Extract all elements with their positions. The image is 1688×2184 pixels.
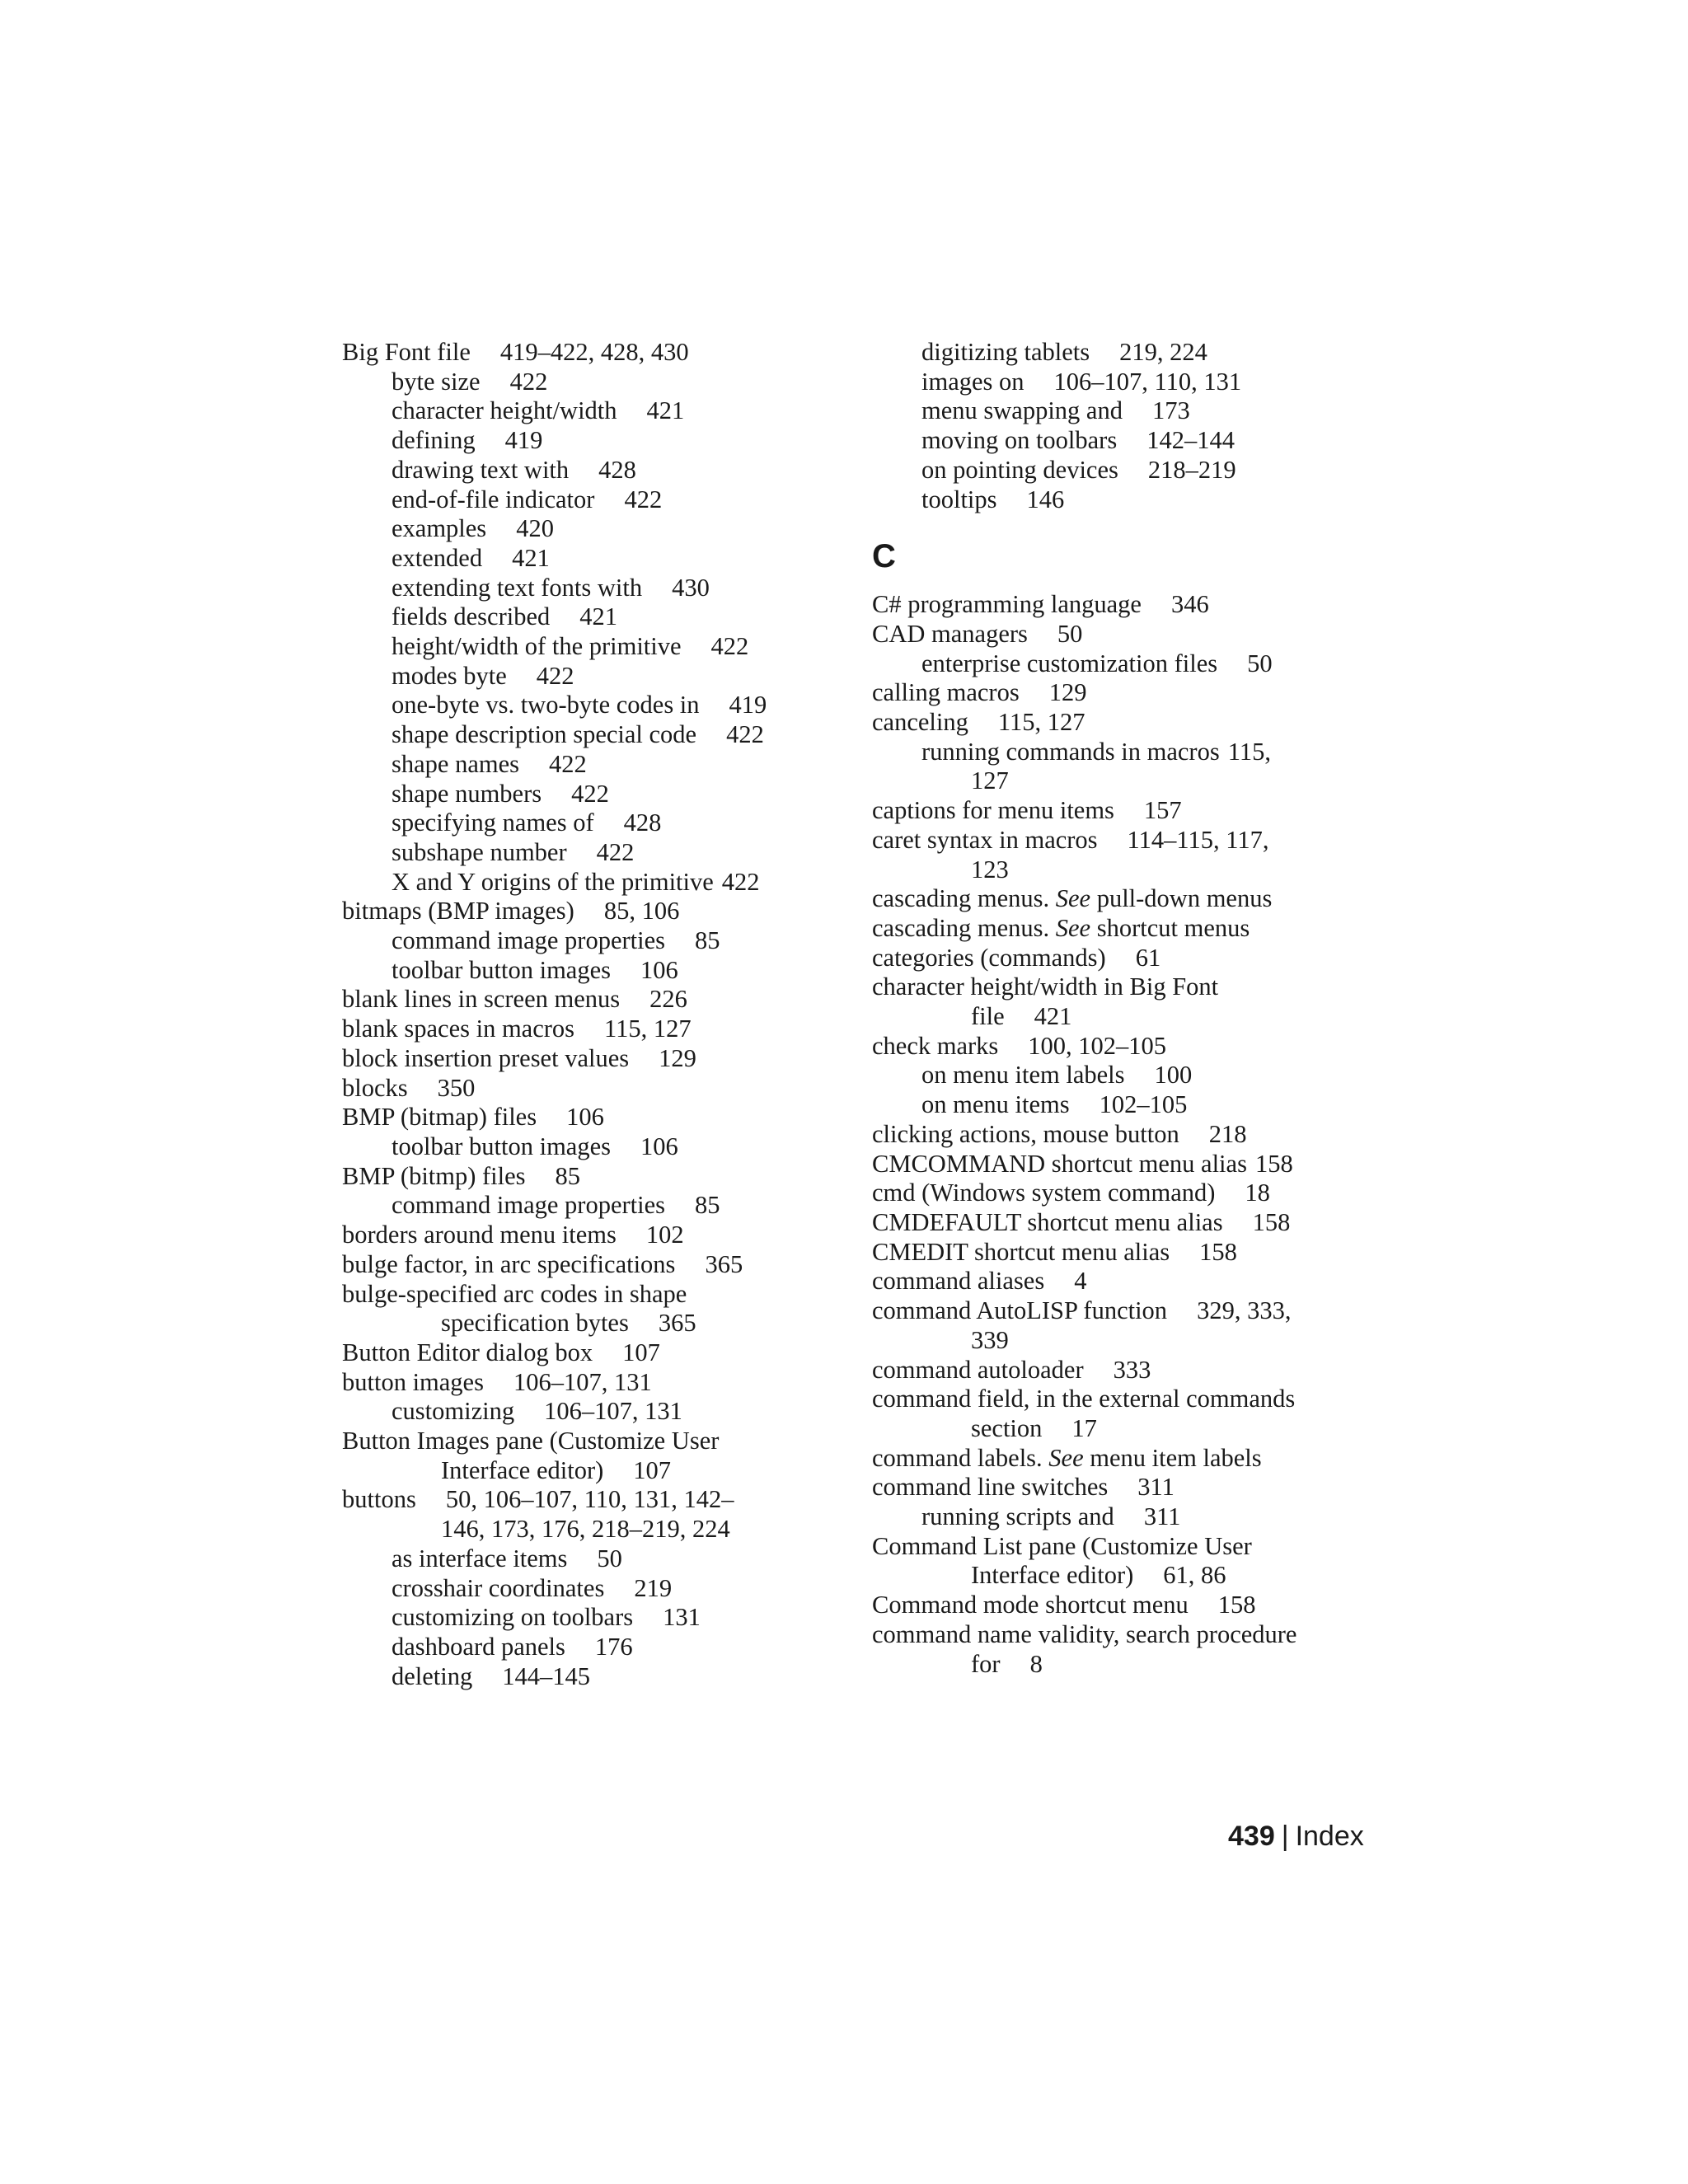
index-term: bulge-specified arc codes in shape (342, 1279, 687, 1308)
index-entry (342, 985, 853, 1015)
index-term: captions for menu items (872, 796, 1114, 825)
index-term: defining (392, 426, 476, 455)
index-term: Interface editor) (971, 1561, 1134, 1590)
index-term: toolbar button images (392, 1132, 611, 1160)
index-column-left (342, 338, 853, 1691)
index-term: on pointing devices (921, 455, 1118, 484)
index-entry (872, 620, 1383, 649)
page-references: 50 (597, 1544, 622, 1572)
page-references: 311 (1137, 1473, 1175, 1502)
index-term: 127 (971, 766, 1009, 795)
index-entry (342, 1485, 853, 1515)
page-references: 422 (549, 749, 587, 778)
page-references: 85 (695, 1191, 720, 1220)
index-term: 146, 173, 176, 218–219, 224 (441, 1515, 730, 1544)
index-entry (872, 1561, 1383, 1591)
index-term: specifying names of (392, 808, 594, 837)
page-references: 219 (634, 1573, 673, 1602)
index-entry (872, 1444, 1383, 1474)
index-entry (342, 632, 853, 662)
page-references: 158 (1252, 1207, 1291, 1236)
index-term: cascading menus. (872, 884, 1050, 913)
index-term: menu swapping and (921, 396, 1123, 425)
page-references: 422 (509, 367, 548, 396)
index-entry (872, 972, 1383, 1002)
index-entry (342, 956, 853, 986)
index-entry (342, 1456, 853, 1486)
page-references: 18 (1245, 1179, 1270, 1207)
index-term: extended (392, 543, 483, 572)
index-term: CMDEFAULT shortcut menu alias (872, 1207, 1223, 1236)
index-term: dashboard panels (392, 1632, 565, 1661)
index-term: command name validity, search procedure (872, 1619, 1297, 1648)
page-references: 102–105 (1099, 1090, 1188, 1119)
page-references: 430 (672, 573, 710, 602)
index-term: fields described (392, 602, 551, 631)
page-references: 107 (622, 1338, 660, 1366)
index-term: running scripts and (921, 1502, 1114, 1531)
index-term: character height/width in Big Font (872, 972, 1219, 1001)
page-references: 420 (516, 514, 554, 543)
index-entry (872, 649, 1383, 679)
page-number: 439 (1228, 1821, 1275, 1852)
index-term: toolbar button images (392, 955, 611, 984)
index-term: BMP (bitmap) files (342, 1103, 537, 1132)
page-references: 421 (512, 543, 550, 572)
index-entry (342, 1368, 853, 1398)
index-entry (872, 1267, 1383, 1296)
index-term: byte size (392, 367, 481, 396)
index-entry (872, 1650, 1383, 1680)
index-entry (342, 1221, 853, 1250)
page-references: 428 (598, 455, 636, 484)
index-term: command labels. (872, 1443, 1043, 1472)
page-references: 158 (1217, 1591, 1256, 1619)
index-term: CMCOMMAND shortcut menu alias (872, 1149, 1247, 1178)
index-term: for (971, 1649, 1001, 1678)
index-term: enterprise customization files (921, 649, 1218, 677)
page-references: 107 (633, 1455, 672, 1484)
page-references: 106–107, 131 (513, 1367, 652, 1396)
page-references: 106–107, 131 (544, 1397, 682, 1426)
index-entry (342, 396, 853, 426)
page-references: 106 (640, 1132, 678, 1160)
page-references: 115, (1227, 737, 1271, 766)
index-entry (872, 338, 1383, 368)
index-entry (872, 368, 1383, 397)
index-term: moving on toolbars (921, 426, 1118, 455)
index-entry (872, 884, 1383, 914)
index-entry (342, 544, 853, 574)
index-entry (872, 1356, 1383, 1385)
index-entry (342, 485, 853, 515)
page-references: 158 (1254, 1149, 1293, 1178)
index-column-right (872, 338, 1383, 1679)
page-references: 8 (1029, 1649, 1043, 1678)
index-term: command aliases (872, 1267, 1045, 1296)
index-entry (872, 914, 1383, 944)
index-entry (342, 602, 853, 632)
index-entry (872, 944, 1383, 973)
see-reference-label: See (1055, 913, 1091, 942)
index-entry (342, 368, 853, 397)
index-entry (342, 1162, 853, 1192)
page-references: 346 (1170, 590, 1209, 619)
page-references: 106 (566, 1103, 604, 1132)
index-entry (342, 808, 853, 838)
page-references: 85 (555, 1161, 581, 1190)
index-entry (872, 1414, 1383, 1444)
index-term: button images (342, 1367, 484, 1396)
page-references: 102 (645, 1221, 684, 1249)
index-entry (342, 1191, 853, 1221)
page-references: 61, 86 (1163, 1561, 1226, 1590)
index-entry (342, 1015, 853, 1044)
index-entry (342, 338, 853, 368)
index-entry (872, 1238, 1383, 1268)
index-term: blank spaces in macros (342, 1015, 575, 1043)
page-references: 129 (1048, 678, 1087, 707)
page-references: 176 (594, 1632, 633, 1661)
footer-separator: | (1281, 1821, 1289, 1852)
index-term: command AutoLISP function (872, 1296, 1168, 1325)
index-term: tooltips (921, 485, 997, 513)
page-references: 115, 127 (997, 708, 1085, 737)
index-entry (872, 396, 1383, 426)
index-entry (872, 1150, 1383, 1179)
index-group-c (872, 590, 1383, 1679)
see-reference-target: menu item labels (1090, 1443, 1262, 1472)
page-references: 85 (695, 926, 720, 955)
see-reference-target: shortcut menus (1096, 913, 1250, 942)
page-references: 129 (659, 1043, 696, 1072)
page-references: 419–422, 428, 430 (499, 338, 689, 366)
index-entry (872, 796, 1383, 826)
page-references: 311 (1143, 1502, 1181, 1531)
index-term: buttons (342, 1485, 416, 1514)
index-term: specification bytes (441, 1309, 629, 1338)
index-entry (342, 780, 853, 809)
index-entry (872, 1532, 1383, 1562)
index-term: customizing (392, 1397, 515, 1426)
index-entry (872, 1061, 1383, 1090)
index-term: running commands in macros (921, 737, 1220, 766)
index-term: one-byte vs. two-byte codes in (392, 691, 700, 719)
index-term: CMEDIT shortcut menu alias (872, 1237, 1170, 1266)
index-entry (342, 514, 853, 544)
index-term: deleting (392, 1661, 473, 1690)
index-term: customizing on toolbars (392, 1603, 634, 1632)
index-entry (872, 738, 1383, 767)
page-references: 422 (721, 867, 760, 896)
index-entry (342, 1544, 853, 1574)
page-references: 422 (726, 720, 764, 749)
index-term: CAD managers (872, 619, 1028, 648)
index-term: Command List pane (Customize User (872, 1531, 1252, 1560)
page-references: 419 (729, 691, 767, 719)
index-term: cmd (Windows system command) (872, 1179, 1216, 1207)
page-references: 61 (1135, 943, 1161, 972)
index-entry (872, 485, 1383, 515)
index-entry (872, 1179, 1383, 1208)
index-entry (872, 826, 1383, 855)
page-references: 142–144 (1146, 426, 1235, 455)
index-term: Button Images pane (Customize User (342, 1427, 720, 1455)
page-references: 422 (536, 661, 574, 690)
see-reference-label: See (1048, 1443, 1084, 1472)
index-entry (342, 1250, 853, 1280)
index-group-continued (872, 338, 1383, 514)
index-entry (872, 1385, 1383, 1414)
index-entry (872, 766, 1383, 796)
page-references: 158 (1199, 1237, 1237, 1266)
index-term: block insertion preset values (342, 1043, 630, 1072)
page-references: 146 (1026, 485, 1065, 513)
index-entry (872, 590, 1383, 620)
page-references: 226 (649, 985, 687, 1014)
index-entry (342, 1633, 853, 1662)
index-term: BMP (bitmp) files (342, 1161, 526, 1190)
index-term: canceling (872, 708, 968, 737)
index-entry (872, 678, 1383, 708)
index-entry (342, 720, 853, 750)
index-term: drawing text with (392, 455, 570, 484)
index-entry (342, 691, 853, 720)
index-entry (872, 1591, 1383, 1620)
index-term: as interface items (392, 1544, 568, 1572)
index-term: height/width of the primitive (392, 632, 682, 661)
page-references: 422 (710, 632, 749, 661)
page-references: 421 (579, 602, 617, 631)
index-term: categories (commands) (872, 943, 1106, 972)
index-entry (342, 1603, 853, 1633)
index-term: clicking actions, mouse button (872, 1119, 1179, 1148)
index-entry (872, 1620, 1383, 1650)
index-term: blank lines in screen menus (342, 985, 621, 1014)
index-term: Interface editor) (441, 1455, 604, 1484)
page-references: 144–145 (502, 1661, 590, 1690)
index-entry (342, 1280, 853, 1310)
index-entry (342, 838, 853, 868)
index-term: file (971, 1002, 1005, 1031)
index-term: caret syntax in macros (872, 825, 1098, 854)
page-references: 421 (646, 396, 685, 425)
index-term: section (971, 1413, 1043, 1442)
index-entry (872, 1326, 1383, 1356)
index-term: check marks (872, 1031, 999, 1060)
see-reference-target: pull-down menus (1096, 884, 1273, 913)
index-term: command image properties (392, 926, 666, 955)
index-entry (342, 1574, 853, 1604)
index-term: command field, in the external commands (872, 1385, 1296, 1413)
index-term: shape names (392, 749, 519, 778)
index-entry (342, 574, 853, 603)
index-term: on menu item labels (921, 1061, 1125, 1090)
index-term: blocks (342, 1073, 408, 1102)
page-references: 329, 333, (1197, 1296, 1292, 1325)
page-references: 365 (705, 1249, 743, 1278)
page-references: 4 (1074, 1267, 1087, 1296)
page-references: 422 (571, 779, 609, 808)
index-term: command autoloader (872, 1355, 1084, 1384)
index-entry (872, 708, 1383, 738)
page-references: 114–115, 117, (1127, 825, 1269, 854)
index-term: extending text fonts with (392, 573, 643, 602)
index-term: command image properties (392, 1191, 666, 1220)
index-entry (342, 1427, 853, 1456)
page-references: 50, 106–107, 110, 131, 142– (445, 1485, 734, 1514)
index-term: character height/width (392, 396, 617, 425)
index-entry (872, 1502, 1383, 1532)
index-term: 123 (971, 855, 1009, 883)
index-term: end-of-file indicator (392, 485, 595, 513)
page-references: 218 (1208, 1119, 1247, 1148)
index-entry (872, 1473, 1383, 1502)
index-term: crosshair coordinates (392, 1573, 605, 1602)
index-term: examples (392, 514, 487, 543)
index-term: C# programming language (872, 590, 1142, 619)
page-references: 17 (1071, 1413, 1097, 1442)
footer-section-label: Index (1295, 1821, 1364, 1852)
page-references: 350 (437, 1073, 476, 1102)
page-references: 50 (1247, 649, 1273, 677)
index-entry (872, 1296, 1383, 1326)
page-references: 218–219 (1147, 455, 1236, 484)
index-term: bulge factor, in arc specifications (342, 1249, 676, 1278)
page-references: 422 (596, 837, 635, 866)
index-entry (342, 1132, 853, 1162)
page-references: 173 (1151, 396, 1190, 425)
page-references: 100, 102–105 (1028, 1031, 1167, 1060)
index-entry (342, 1662, 853, 1692)
index-term: Big Font file (342, 338, 471, 366)
index-entry (342, 897, 853, 926)
index-term: X and Y origins of the primitive (392, 867, 714, 896)
page-references: 106–107, 110, 131 (1053, 367, 1242, 396)
index-entry (342, 662, 853, 691)
page-footer (1228, 1820, 1364, 1853)
index-entry (872, 855, 1383, 885)
index-entry (342, 1103, 853, 1132)
index-term: shape numbers (392, 779, 542, 808)
page-references: 131 (663, 1603, 701, 1632)
index-entry (342, 868, 853, 898)
page-references: 419 (504, 426, 543, 455)
see-reference-label: See (1055, 884, 1091, 913)
index-entry (342, 1397, 853, 1427)
index-entry (342, 456, 853, 485)
index-term: 339 (971, 1325, 1009, 1354)
index-entry (342, 926, 853, 956)
page-references: 365 (658, 1309, 696, 1338)
page-references: 333 (1113, 1355, 1151, 1384)
page-references: 85, 106 (603, 897, 680, 926)
index-entry (342, 1074, 853, 1104)
index-entry (342, 1044, 853, 1074)
index-term: borders around menu items (342, 1221, 617, 1249)
page-references: 106 (640, 955, 678, 984)
index-entry (872, 456, 1383, 485)
index-term: digitizing tablets (921, 338, 1090, 366)
index-term: bitmaps (BMP images) (342, 897, 574, 926)
index-term: command line switches (872, 1473, 1109, 1502)
page-references: 421 (1034, 1002, 1072, 1031)
index-entry (872, 1090, 1383, 1120)
index-entry (342, 1338, 853, 1368)
section-letter-heading: C (872, 538, 896, 575)
index-term: Button Editor dialog box (342, 1338, 593, 1366)
page-references: 219, 224 (1119, 338, 1207, 366)
page-references: 157 (1143, 796, 1182, 825)
index-term: subshape number (392, 837, 567, 866)
index-term: cascading menus. (872, 913, 1050, 942)
index-entry (342, 750, 853, 780)
index-entry (342, 1515, 853, 1544)
index-term: Command mode shortcut menu (872, 1591, 1189, 1619)
page-references: 50 (1057, 619, 1083, 648)
index-entry (872, 1208, 1383, 1238)
index-term: shape description special code (392, 720, 697, 749)
index-entry (872, 426, 1383, 456)
index-entry (872, 1002, 1383, 1032)
page-references: 115, 127 (604, 1015, 692, 1043)
index-term: modes byte (392, 661, 507, 690)
index-entry (342, 1309, 853, 1338)
index-term: calling macros (872, 678, 1020, 707)
page-references: 422 (624, 485, 663, 513)
index-entry (342, 426, 853, 456)
index-term: images on (921, 367, 1025, 396)
index-entry (872, 1120, 1383, 1150)
page-references: 428 (623, 808, 662, 837)
index-term: on menu items (921, 1090, 1070, 1119)
page-references: 100 (1154, 1061, 1193, 1090)
index-entry (872, 1032, 1383, 1062)
